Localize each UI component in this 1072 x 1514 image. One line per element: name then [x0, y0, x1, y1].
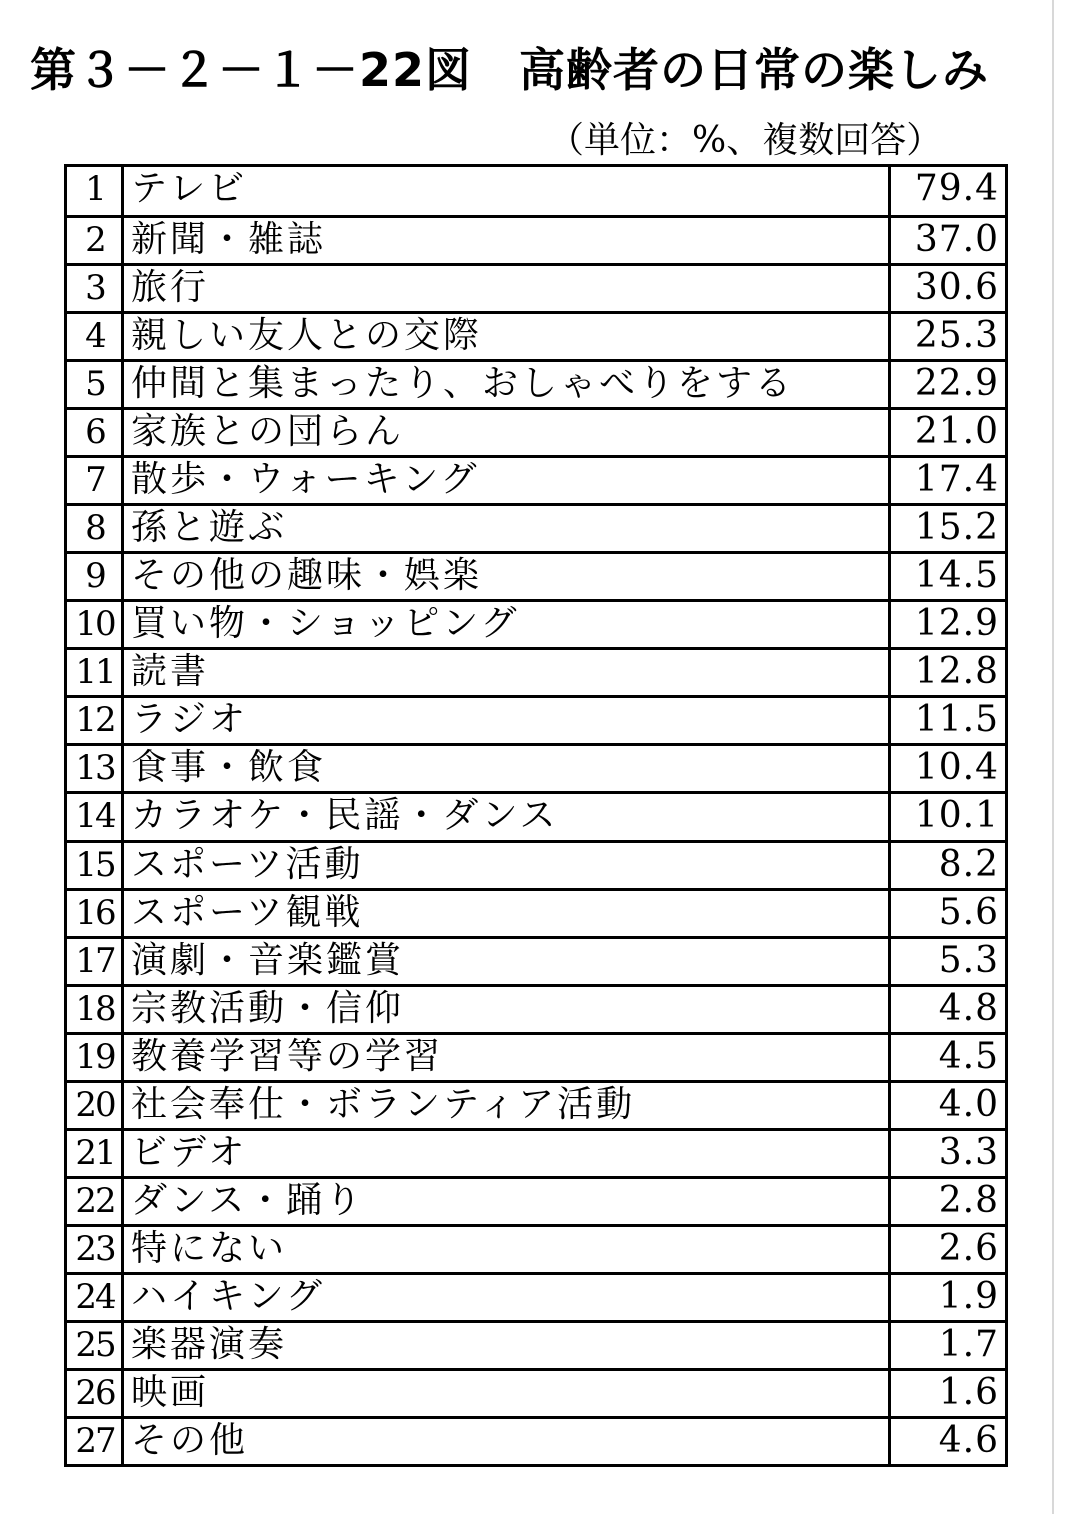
row-value: 4.0 [938, 1083, 999, 1125]
row-item: ダンス・踊り [131, 1179, 365, 1221]
table-row [67, 503, 1005, 551]
table-row [67, 1368, 1005, 1416]
row-rank: 3 [85, 268, 105, 309]
table-row [67, 647, 1005, 695]
table-row [67, 743, 1005, 791]
row-item: 買い物・ショッピング [131, 603, 520, 645]
row-item: 演劇・音楽鑑賞 [131, 939, 405, 981]
row-rank: 5 [85, 364, 105, 405]
table-row [67, 840, 1005, 888]
row-item: 散歩・ウォーキング [131, 459, 480, 501]
row-value: 25.3 [914, 315, 999, 357]
table-row [67, 551, 1005, 599]
row-rank: 4 [85, 316, 105, 357]
table-row [67, 215, 1005, 263]
row-value: 17.4 [914, 459, 999, 501]
row-rank: 16 [75, 892, 115, 933]
row-rank: 2 [85, 220, 105, 261]
row-rank: 15 [75, 844, 115, 885]
row-value: 12.8 [914, 651, 999, 693]
row-item: その他の趣味・娯楽 [131, 555, 483, 597]
row-value: 10.4 [914, 747, 999, 789]
row-value: 30.6 [914, 267, 999, 309]
row-value: 79.4 [914, 168, 999, 209]
row-item: 社会奉仕・ボランティア活動 [131, 1083, 636, 1125]
row-item: 楽器演奏 [131, 1323, 288, 1365]
row-rank: 24 [75, 1276, 115, 1317]
row-item: 旅行 [131, 267, 210, 309]
row-value: 2.6 [938, 1227, 999, 1269]
row-rank: 6 [85, 412, 105, 453]
row-item: ラジオ [131, 699, 249, 741]
table-row [67, 407, 1005, 455]
table-row [67, 984, 1005, 1032]
row-item: ハイキング [131, 1275, 325, 1317]
row-rank: 13 [75, 748, 115, 789]
table-row [67, 1224, 1005, 1272]
row-item: その他 [131, 1419, 249, 1461]
table-row [67, 311, 1005, 359]
table-row [67, 263, 1005, 311]
row-item: 新聞・雑誌 [131, 219, 327, 261]
row-item: ビデオ [131, 1131, 248, 1173]
row-value: 5.6 [938, 891, 999, 933]
page-edge [1052, 0, 1054, 1514]
row-item: 特にない [131, 1227, 288, 1269]
unit-note: （単位：%、複数回答） [548, 120, 943, 161]
rank-column-divider [121, 167, 124, 1464]
row-value: 21.0 [914, 411, 999, 453]
row-value: 1.7 [938, 1323, 999, 1365]
value-column-divider [888, 167, 891, 1464]
table-row [67, 695, 1005, 743]
row-value: 8.2 [938, 843, 999, 885]
table-row [67, 888, 1005, 936]
table-row [67, 1032, 1005, 1080]
row-rank: 12 [75, 700, 115, 741]
row-rank: 27 [75, 1420, 115, 1461]
row-value: 37.0 [914, 219, 999, 261]
row-value: 1.6 [938, 1371, 999, 1413]
table-row [67, 1128, 1005, 1176]
row-item: テレビ [131, 168, 248, 209]
row-rank: 20 [75, 1084, 115, 1125]
row-rank: 25 [75, 1324, 115, 1365]
table-row [67, 936, 1005, 984]
table-row [67, 167, 1005, 215]
row-rank: 26 [75, 1372, 115, 1413]
row-rank: 8 [85, 508, 105, 549]
table-row [67, 1080, 1005, 1128]
row-value: 22.9 [914, 363, 999, 405]
row-value: 4.8 [938, 987, 999, 1029]
row-item: 映画 [131, 1371, 210, 1413]
table-row [67, 455, 1005, 503]
row-value: 2.8 [938, 1179, 999, 1221]
table-row [67, 359, 1005, 407]
row-value: 10.1 [914, 795, 999, 837]
row-rank: 14 [75, 796, 115, 837]
row-rank: 10 [75, 604, 115, 645]
row-item: 孫と遊ぶ [131, 507, 288, 549]
row-value: 4.5 [938, 1035, 999, 1077]
row-item: 宗教活動・信仰 [131, 987, 405, 1029]
row-value: 15.2 [914, 507, 999, 549]
row-rank: 23 [75, 1228, 115, 1269]
row-value: 4.6 [938, 1419, 999, 1461]
table-row [67, 791, 1005, 839]
row-rank: 9 [85, 556, 105, 597]
table-row [67, 1416, 1005, 1464]
row-value: 1.9 [938, 1275, 999, 1317]
row-rank: 22 [75, 1180, 115, 1221]
row-rank: 1 [85, 169, 105, 209]
table-row [67, 1272, 1005, 1320]
row-item: 読書 [131, 651, 210, 693]
row-item: 仲間と集まったり、おしゃべりをする [131, 363, 795, 405]
row-item: 家族との団らん [131, 411, 405, 453]
row-rank: 21 [75, 1132, 115, 1173]
chart-title: 第３－２－１－22図 高齢者の日常の楽しみ [30, 43, 990, 97]
row-item: 親しい友人との交際 [131, 315, 483, 357]
row-value: 14.5 [914, 555, 999, 597]
table-row [67, 599, 1005, 647]
table-body [67, 167, 1005, 1464]
row-item: 教養学習等の学習 [131, 1035, 444, 1077]
row-item: スポーツ活動 [131, 843, 364, 885]
row-rank: 17 [75, 940, 115, 981]
row-rank: 19 [75, 1036, 115, 1077]
table-row [67, 1176, 1005, 1224]
table-row [67, 1320, 1005, 1368]
row-item: カラオケ・民謡・ダンス [131, 795, 559, 837]
row-value: 11.5 [914, 699, 999, 741]
row-rank: 18 [75, 988, 115, 1029]
row-value: 3.3 [938, 1131, 999, 1173]
row-item: 食事・飲食 [131, 747, 327, 789]
row-rank: 11 [75, 652, 115, 693]
row-rank: 7 [85, 460, 105, 501]
row-item: スポーツ観戦 [131, 891, 364, 933]
row-value: 5.3 [938, 939, 999, 981]
row-value: 12.9 [914, 603, 999, 645]
